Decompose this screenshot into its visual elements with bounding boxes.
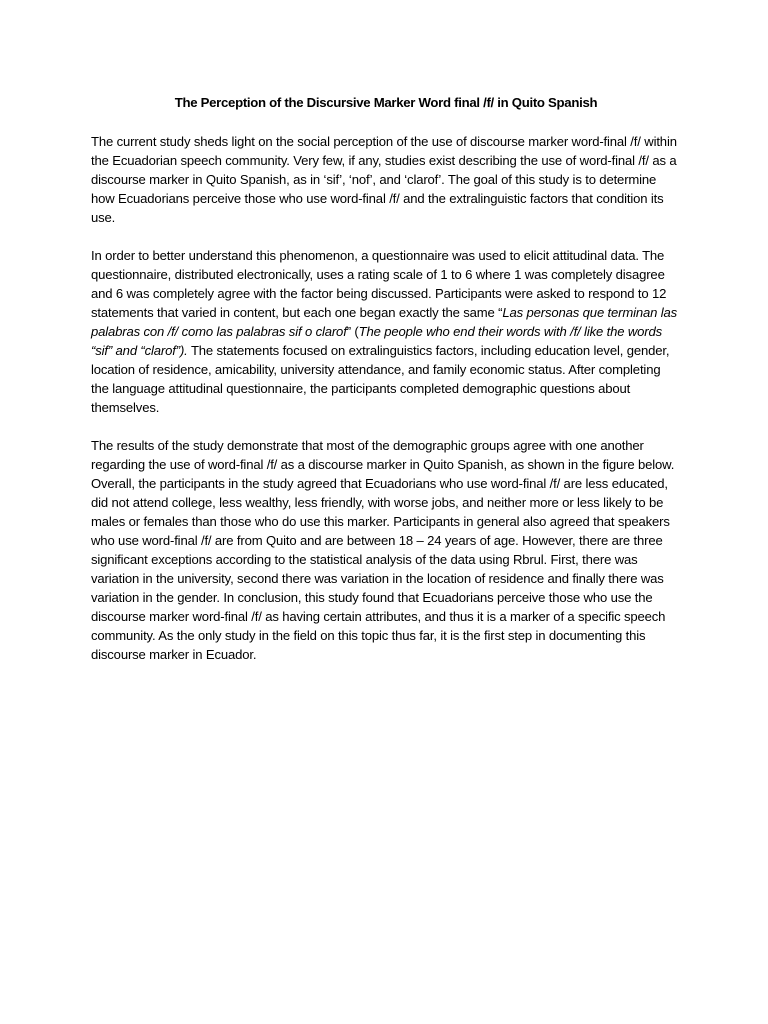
document-body xyxy=(91,94,681,683)
method-text-middle: ” ( xyxy=(346,324,359,339)
method-text-after: The statements focused on extralinguistics factors, including education level, gender, location of residence, amicability, university attendance, and family economic status. After completing the language attitudinal questionnaire, the participants completed demographic questions about themselves. xyxy=(91,343,670,415)
english-translation: The people who end their words with /f/ like the words “sif” and “clarof”). xyxy=(91,324,663,358)
paragraph-method xyxy=(91,246,681,417)
document-title: The Perception of the Discursive Marker Word final /f/ in Quito Spanish xyxy=(174,95,598,110)
paragraph-intro: The current study sheds light on the social perception of the use of discourse marker word-final /f/ within the Ecuadorian speech community. Very few, if any, studies exist describing the use of word-final /f/ as a discourse marker in Quito Spanish, as in ‘sif’, ‘nof’, and ‘clarof’. The goal of this study is to determine how Ecuadorians perceive those who use word-final /f/ and the extralinguistic factors that condition its use. xyxy=(91,134,677,225)
method-text-before: In order to better understand this phenomenon, a questionnaire was used to elicit attitudinal data. The questionnaire, distributed electronically, uses a rating scale of 1 to 6 where 1 was completely disagree and 6 was completely agree with the factor being discussed. Participants were asked to respond to 12 statements that varied in content, but each one began exactly the same “ xyxy=(91,248,667,320)
spanish-quote: Las personas que terminan las palabras con /f/ como las palabras sif o clarof xyxy=(91,305,678,339)
paragraph-results: The results of the study demonstrate that most of the demographic groups agree with one another regarding the use of word-final /f/ as a discourse marker in Quito Spanish, as shown in the figure below. Overall, the participants in the study agreed that Ecuadorians who use word-final /f/ are less educated, did not attend college, less wealthy, less friendly, with worse jobs, and neither more or less likely to be males or females than those who do use this marker. Participants in general also agreed that speakers who use word-final /f/ are from Quito and are between 18 – 24 years of age. However, there are three significant exceptions according to the statistical analysis of the data using Rbrul. First, there was variation in the university, second there was variation in the location of residence and finally there was variation in the gender. In conclusion, this study found that Ecuadorians perceive those who use the discourse marker word-final /f/ as having certain attributes, and thus it is a marker of a specific speech community. As the only study in the field on this topic thus far, it is the first step in documenting this discourse marker in Ecuador. xyxy=(91,438,675,662)
